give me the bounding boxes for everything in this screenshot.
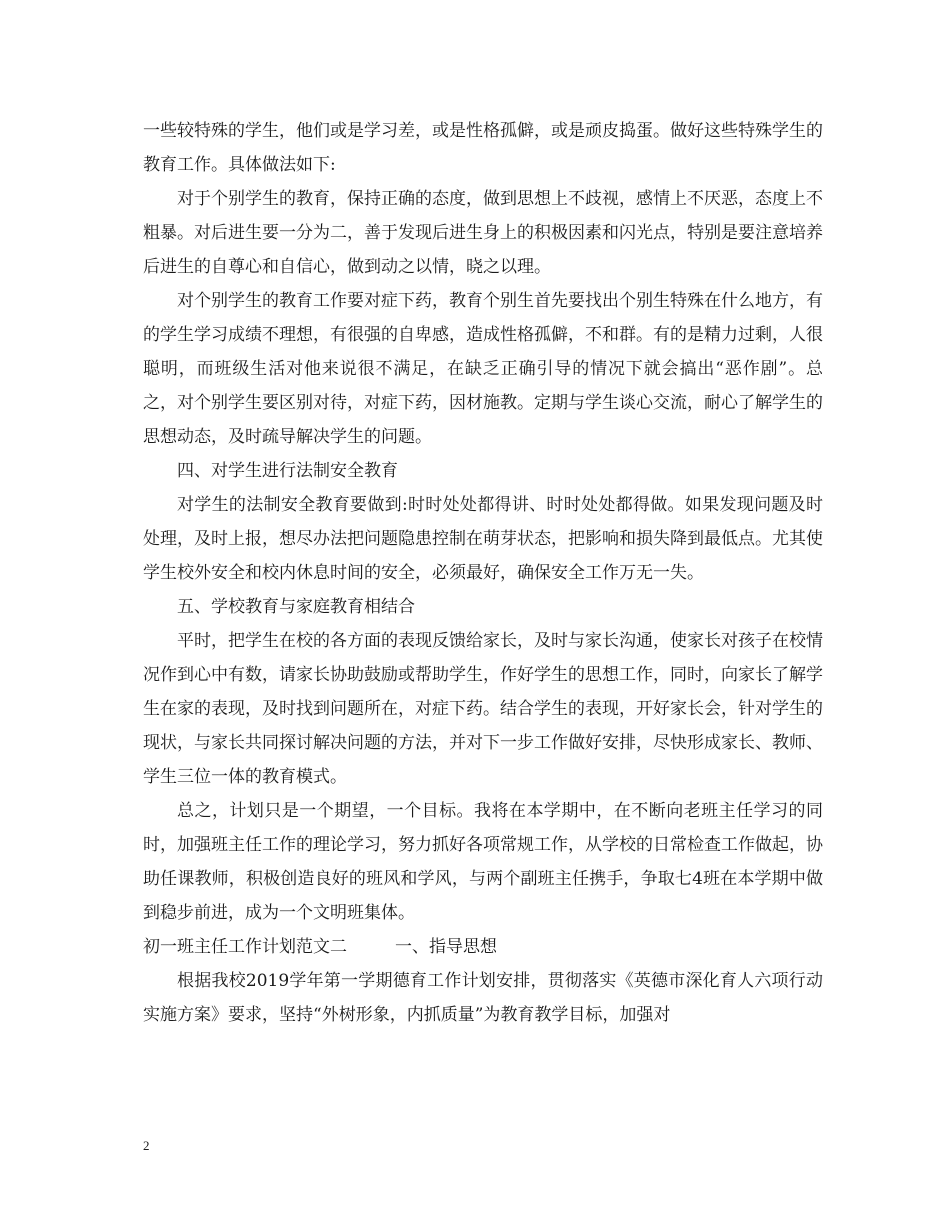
section-title: 初一班主任工作计划范文二 [143, 937, 347, 957]
paragraph-intro: 一些较特殊的学生，他们或是学习差，或是性格孤僻，或是顽皮捣蛋。做好这些特殊学生的教育工作。具体做法如下: [143, 121, 823, 175]
heading-school-family-education: 五、学校教育与家庭教育相结合 [177, 597, 415, 617]
paragraph-individual-education: 对于个别学生的教育，保持正确的态度，做到思想上不歧视，感情上不厌恶，态度上不粗暴。对后进生要一分为二，善于发现后进生身上的积极因素和闪光点，特别是要注意培养后进生的自尊心和自信心，做到动之以情，晓之以理。 [143, 189, 823, 277]
paragraph-legal-safety: 对学生的法制安全教育要做到:时时处处都得讲、时时处处都得做。如果发现问题及时处理，及时上报，想尽办法把问题隐患控制在萌芽状态，把影响和损失降到最低点。尤其使学生校外安全和校内休息时间的安全，必须最好，确保安全工作万无一失。 [143, 495, 823, 583]
paragraph-targeted-education: 对个别学生的教育工作要对症下药，教育个别生首先要找出个别生特殊在什么地方，有的学生学习成绩不理想，有很强的自卑感，造成性格孤僻，不和群。有的是精力过剩，人很聪明，而班级生活对他来说很不满足，在缺乏正确引导的情况下就会搞出“恶作剧”。总之，对个别学生要区别对待，对症下药，因材施教。定期与学生谈心交流，耐心了解学生的思想动态，及时疏导解决学生的问题。 [143, 291, 823, 447]
heading-legal-safety-education: 四、对学生进行法制安全教育 [177, 461, 398, 481]
paragraph-family-communication: 平时，把学生在校的各方面的表现反馈给家长，及时与家长沟通，使家长对孩子在校情况作到心中有数，请家长协助鼓励或帮助学生，作好学生的思想工作，同时，向家长了解学生在家的表现，及时找到问题所在，对症下药。结合学生的表现，开好家长会，针对学生的现状，与家长共同探讨解决问题的方法，并对下一步工作做好安排，尽快形成家长、教师、学生三位一体的教育模式。 [143, 631, 823, 787]
section-heading: 一、指导思想 [395, 937, 497, 957]
paragraph-conclusion: 总之，计划只是一个期望，一个目标。我将在本学期中，在不断向老班主任学习的同时，加强班主任工作的理论学习，努力抓好各项常规工作，从学校的日常检查工作做起，协助任课教师，积极创造良好的班风和学风，与两个副班主任携手，争取七4班在本学期中做到稳步前进，成为一个文明班集体。 [143, 801, 823, 923]
paragraph-guiding-ideology: 根据我校2019学年第一学期德育工作计划安排，贯彻落实《英德市深化育人六项行动实施方案》要求，坚持“外树形象，内抓质量”为教育教学目标，加强对 [143, 971, 823, 1025]
document-body [143, 114, 823, 1032]
section-title-line [143, 930, 823, 964]
page-number: 2 [143, 1138, 150, 1153]
